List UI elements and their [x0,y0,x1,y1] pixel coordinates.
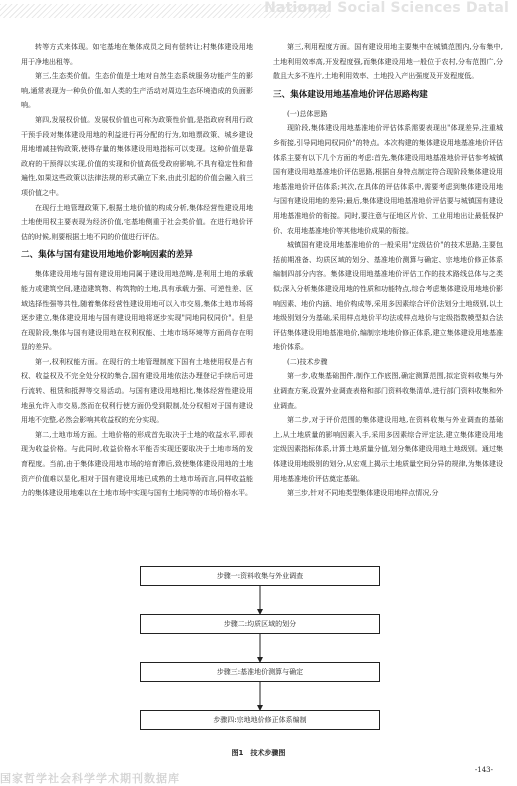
paragraph: 现阶段,集体建设用地基准地价评估体系需要表现出"体现差异,注重城乡衔接,引导同地同权同价"的特点。本次构建的集体建设用地基准地价评估体系主要有以下几个方面的考虑:首先,集体建设用地基准地价评估参考城镇国有建设用地基准地价评估思路,根据自身特点制定符合现阶段集体建设用地基准地价评估体系;其次,在具体的评估体系中,需要考虑到集体建设用地与国有建设用地的差异;最后,集体建设用地基准地价评估要与城镇国有建设用地基准地价的衔接。同时,要注意与征地区片价、工业用地出让最低保护价、农用地基准地价等其他地价成果的衔接。 [273,124,503,235]
right-column [273,40,503,501]
header-band [0,0,517,22]
flow-step-1: 步骤一:资料收集与外业调查 [140,566,380,586]
paragraph: 第一步,收集基础图件,制作工作底图,确定测算范围,拟定资料收集与外业调查方案,设置外业调查表格和部门资料收集清单,进行部门资料收集和外业调查。 [273,372,503,410]
flow-step-2: 步骤二:均质区域的划分 [140,614,380,634]
footer-watermark: 国家哲学社会科学学术期刊数据库 [0,772,180,785]
subsection-heading: (一)总体思路 [287,109,328,118]
header-watermark: National Social Sciences Datal [264,0,509,16]
subsection-heading: (二)技术步骤 [287,357,328,366]
flow-step-4: 步骤四:宗地地价修正体系编制 [140,710,380,730]
paragraph: 第三,利用程度方面。国有建设用地主要集中在城镇范围内,分布集中,土地利用效率高,开发程度强,而集体建设用地一般位于农村,分布范围广,分散且大多不连片,土地利用效率、土地投入产出强度及开发程度低。 [273,43,503,81]
paragraph: 集体建设用地与国有建设用地同属于建设用地范畴,是利用土地的承载能力或建筑空间,建造建筑物、构筑物的土地,具有承载力强、可逆性差、区域选择性强等共性,随着集体经营性建设用地可以入市交易,集体土地市场将逐步建立,集体建设用地与国有建设用地将逐步实现"同地同权同价"。但是在现阶段,集体与国有建设用地在权利权能、土地市场环境等方面尚存在明显的差异。 [21,270,253,352]
figure-caption: 图1 技术步骤图 [231,749,286,757]
flow-step-3: 步骤三:基准地价测算与确定 [140,662,380,682]
paragraph: 第一,权利权能方面。在现行的土地管理制度下国有土地使用权是占有权、收益权及不完全处分权的集合,国有建设用地依法办理登记手续后可进行流转、租赁和抵押等交易活动。与国有建设用地相比,集体经营性建设用地虽允许入市交易,然而在权利行使方面仍受到限制,处分权相对于国有建设用地不完整,必然会影响其收益权的充分实现。 [21,357,253,425]
paragraph: 第四,发展权价值。发展权价值也可称为政策性价值,是指政府利用行政干预手段对集体建设用地的利益进行再分配的行为,如地票政策、城乡建设用地增减挂钩政策,使得存量的集体建设用地指标可以变现。这种价值是靠政府的干预得以实现,价值的实现和价值高低受政府影响,不具有稳定性和普遍性,如果这些政策以法律法规的形式确立下来,由此引起的价值会融入前三项价值之中。 [21,115,253,197]
paragraph: 第三,生态类价值。生态价值是土地对自然生态系统服务功能产生的影响,通常表现为一种负价值,如人类的生产活动对周边生态环境造成的负面影响。 [21,72,253,110]
section-heading: 三、集体建设用地基准地价评估思路构建 [273,89,428,100]
section-heading: 二、集体与国有建设用地地价影响因素的差异 [21,250,193,261]
flowchart-arrows [120,566,400,734]
paragraph: 第二,土地市场方面。土地价格的形成首先取决于土地的收益水平,即表现为收益价格。与此同时,收益价格水平能否实现还要取决于土地市场的发育程度。当前,由于集体建设用地市场的培育滞后,致使集体建设用地的土地资产价值难以显化,相对于国有建设用地已成熟的土地市场而言,同样收益能力的集体建设用地难以在土地市场中实现与国有土地同等的市场价格水平。 [21,430,253,498]
paragraph: 在现行土地管理政策下,根据土地价值的构成分析,集体经营性建设用地土地使用权主要表现为经济价值,宅基地侧重于社会类价值。在进行地价评估的时候,则要根据土地不同的价值进行评估。 [21,203,253,241]
page-number: -143- [474,766,493,774]
paragraph: 第三步,针对不同地类型集体建设用地样点情况,分 [287,489,439,498]
paragraph: 转等方式来体现。如宅基地在集体成员之间有偿转让;村集体建设用地用于净地出租等。 [21,43,253,66]
paragraph: 城镇国有建设用地基准地价的一般采用"定级估价"的技术思路,主要包括前期准备、均质区域的划分、基准地价测算与确定、宗地地价修正体系编制四部分内容。集体建设用地基准地价评估工作的技术路线总体与之类似;深入分析集体建设用地的性质和功能特点,综合考虑集体建设用地地价影响因素、地价内涵、地价构成等,采用多因素综合评价法划分土地级别,以土地级别划分为基础,采用样点地价平均法或样点地价与定级指数模型拟合法评估集体建设用地基准地价,编制宗地地价修正体系,建立集体建设用地基准地价体系。 [273,241,503,352]
paragraph: 第二步,对于评价范围的集体建设用地,在资料收集与外业调查的基础上,从土地质量的影响因素入手,采用多因素综合评定法,建立集体建设用地定级因素指标体系,计算土地质量分值,划分集体建设用地土地级别。通过集体建设用地级别的划分,从宏观上揭示土地质量空间分异的规律,为集体建设用地基准地价评估奠定基础。 [273,416,503,483]
left-column [21,40,253,501]
flowchart [120,566,400,734]
